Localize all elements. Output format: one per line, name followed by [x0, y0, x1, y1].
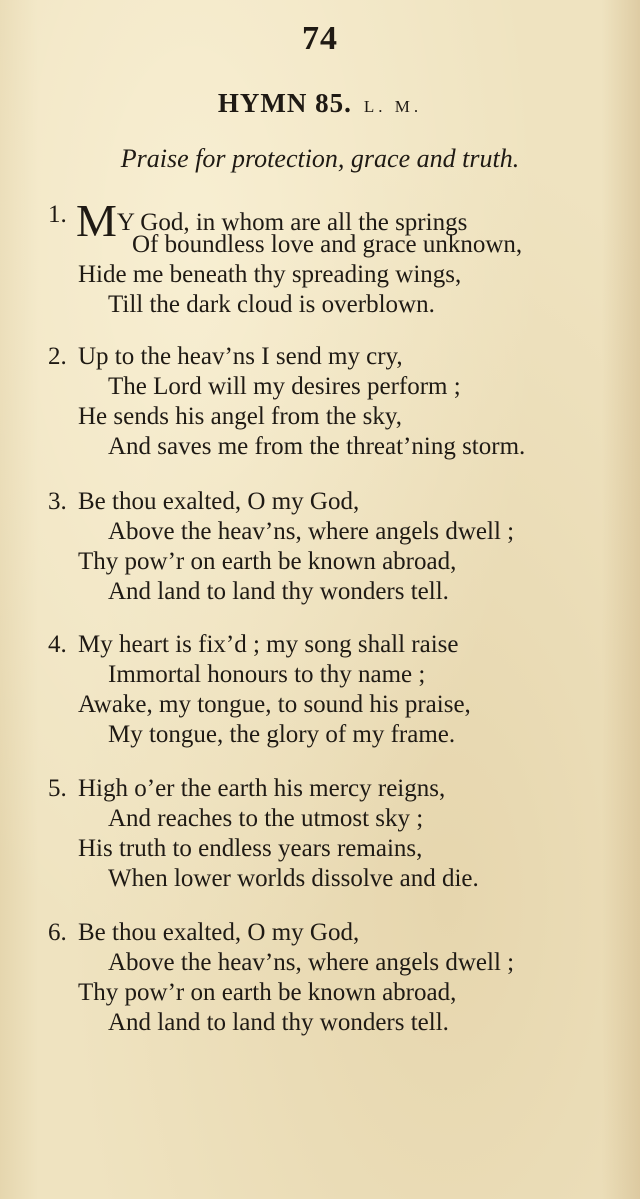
hymn-title — [0, 88, 640, 119]
stanza-line: When lower worlds dissolve and die. — [108, 865, 479, 892]
stanza-line: Be thou exalted, O my God, — [78, 488, 360, 515]
stanza-number: 2. — [48, 343, 67, 370]
stanza-number: 1. — [48, 201, 67, 228]
stanza-line: High o’er the earth his mercy reigns, — [78, 775, 446, 802]
stanza-line: Thy pow’r on earth be known abroad, — [78, 548, 457, 575]
stanza-line: Above the heav’ns, where angels dwell ; — [108, 518, 515, 545]
stanza-number: 6. — [48, 919, 67, 946]
stanza-number: 4. — [48, 631, 67, 658]
stanza-line: My heart is fix’d ; my song shall raise — [78, 631, 459, 658]
stanza-line: Thy pow’r on earth be known abroad, — [78, 979, 457, 1006]
page-number: 74 — [302, 20, 338, 57]
stanza-line: Of boundless love and grace unknown, — [132, 231, 523, 258]
stanza-line: And saves me from the threat’ning storm. — [108, 433, 526, 460]
stanza-line: My tongue, the glory of my frame. — [108, 721, 456, 748]
stanza-line: The Lord will my desires perform ; — [108, 373, 461, 400]
stanza-line: Till the dark cloud is overblown. — [108, 291, 435, 318]
hymn-number: HYMN 85. — [217, 88, 352, 118]
stanza-line: Awake, my tongue, to sound his praise, — [78, 691, 471, 718]
stanza-number: 3. — [48, 488, 67, 515]
stanza-line: And reaches to the utmost sky ; — [108, 805, 424, 832]
stanza-line: Be thou exalted, O my God, — [78, 919, 360, 946]
hymn-meter: L. M. — [363, 97, 423, 116]
stanza-line: And land to land thy wonders tell. — [108, 578, 449, 605]
stanza-line: His truth to endless years remains, — [78, 835, 423, 862]
stanza-line: And land to land thy wonders tell. — [108, 1009, 449, 1036]
stanza-line: Hide me beneath thy spreading wings, — [78, 261, 462, 288]
stanza-number: 5. — [48, 775, 67, 802]
drop-cap: M — [76, 195, 117, 246]
stanza-line: Up to the heav’ns I send my cry, — [78, 343, 403, 370]
stanza-line: Above the heav’ns, where angels dwell ; — [108, 949, 515, 976]
stanza-line: He sends his angel from the sky, — [78, 403, 403, 430]
stanza-line: Immortal honours to thy name ; — [108, 661, 426, 688]
hymn-subtitle: Praise for protection, grace and truth. — [120, 144, 520, 173]
stanza-line-text: Y God, in whom are all the springs — [116, 209, 468, 236]
